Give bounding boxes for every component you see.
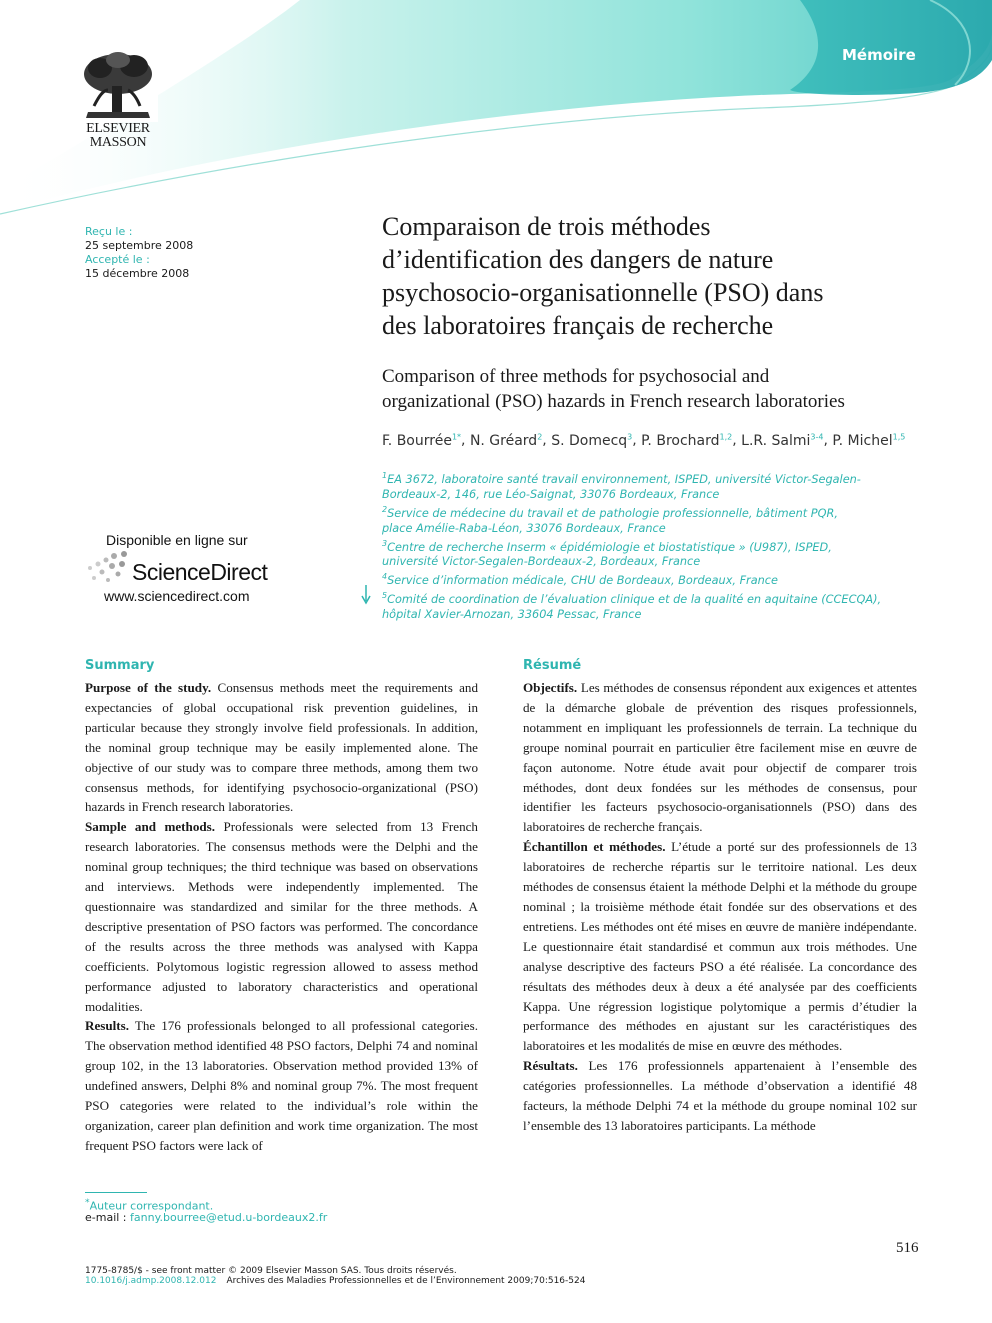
section-tag: Mémoire <box>842 46 916 64</box>
affiliation: $^3$Centre de recherche Inserm « épidémiologie et biostatistique » (U987), ISPED, université Victor-Segalen-Bordeaux-2, Bordeaux, France <box>382 538 832 569</box>
summary-paragraph: Purpose of the study. Consensus methods meet the requirements and expectancies of global occupational risk prevention guidelines, in particular because they strongly involve field professionals. In addition, the nominal group technique may be easily implemented alone. The objective of our study was to compare three methods, among them two consensus methods, for identifying psychosocio-organizational (PSO) hazards in French research laboratories. <box>85 680 478 815</box>
resume-paragraph: Échantillon et méthodes. L’étude a porté sur des professionnels de 13 laboratoires de recherche répartis sur le territoire national. Les deux méthodes de consensus étaient la méthode Delphi et la méthode du groupe nominal ; la troisième méthode était fondée sur des observations et des entretiens. Les méthodes ont été mises en œuvre de manière indépendante. Le questionnaire était standardisé et commun aux trois méthodes. Une analyse descriptive des facteurs PSO a été réalisée. La concordance des résultats des méthodes deux à deux a été analysée par des coefficients Kappa. Une régression logistique polytomique a permis d’étudier la performance des méthodes en ajustant sur les caractéristiques des laboratoires et les modalités de mise en œuvre des méthodes. <box>523 839 917 1054</box>
affiliation: $^4$Service d’information médicale, CHU de Bordeaux, Bordeaux, France <box>382 572 778 588</box>
affiliation: $^5$Comité de coordination de l’évaluation clinique et de la qualité en aquitaine (CCECQA), hôpital Xavier-Arnozan, 33604 Pessac, France <box>382 591 882 621</box>
corresponding-author-note: *Auteur correspondant. <box>85 1197 214 1213</box>
received-label: Reçu le : <box>85 225 133 238</box>
author: L.R. Salmi$^{3-4}$ <box>741 432 824 449</box>
author: P. Michel$^{1,5}$ <box>832 432 906 449</box>
summary-abstract <box>85 678 478 1158</box>
affiliation: $^2$Service de médecine du travail et de pathologie professionnelle, bâtiment PQR, place Amélie-Raba-Léon, 33076 Bordeaux, France <box>382 504 838 535</box>
title-french <box>382 210 942 342</box>
summary-heading: Summary <box>85 658 155 673</box>
title-fr-line: psychosocio-organisationnelle (PSO) dans <box>382 278 824 307</box>
author-list: F. Bourrée$^{1*}$, N. Gréard$^2$, S. Domecq$^3$, P. Brochard$^{1,2}$, L.R. Salmi$^{3-4}$, P. Michel$^{1,5}$ <box>382 432 906 449</box>
title-fr-line: Comparaison de trois méthodes <box>382 212 711 241</box>
accepted-label: Accepté le : <box>85 253 150 266</box>
resume-paragraph: Objectifs. Les méthodes de consensus répondent aux exigences et attentes de la démarche globale de prévention des risques professionnels, notamment en impliquant les professionnels de terrain. La technique du groupe nominal pourrait en particulier être facilement mise en œuvre de façon autonome. Notre étude avait pour objectif de comparer trois méthodes, dont deux fondées sur les méthodes de consensus, pour identifier les facteurs psychosocio-organisationnels (PSO) dans des laboratoires de recherche français. <box>523 680 917 835</box>
email-link[interactable]: fanny.bourree@etud.u-bordeaux2.fr <box>130 1211 328 1224</box>
author: P. Brochard$^{1,2}$ <box>641 432 733 449</box>
author: F. Bourrée$^{1*}$ <box>382 432 462 449</box>
sciencedirect-available-text: Disponible en ligne sur <box>106 532 248 548</box>
sciencedirect-url[interactable]: www.sciencedirect.com <box>104 588 250 604</box>
resume-abstract <box>523 678 917 1158</box>
summary-paragraph: Sample and methods. Professionals were selected from 13 French research laboratories. The consensus methods were the Delphi and the nominal group techniques; the third technique was based on observations and interviews. Methods were independently implemented. The questionnaire was standardized and similar for the three methods. A descriptive presentation of PSO factors was performed. The concordance of the results across the three methods was analysed with Kappa coefficients. Polytomous logistic regression allowed to assess method performance adjusted to laboratory characteristics and operational modalities. <box>85 819 478 1014</box>
copyright-line: 1775-8785/$ - see front matter © 2009 Elsevier Masson SAS. Tous droits réservés. <box>85 1266 457 1276</box>
author: N. Gréard$^2$ <box>469 432 543 449</box>
publisher-name-line1: ELSEVIER <box>86 121 150 136</box>
affiliation: $^1$EA 3672, laboratoire santé travail environnement, ISPED, université Victor-Segalen- Bordeaux-2, 146, rue Léo-Saignat, 33076 Bordeaux, France <box>382 471 861 501</box>
received-date: 25 septembre 2008 <box>85 239 194 252</box>
citation-line <box>85 1276 585 1286</box>
title-fr-line: d’identification des dangers de nature <box>382 245 774 274</box>
accepted-date: 15 décembre 2008 <box>85 267 190 280</box>
tree-logo-icon <box>78 50 158 122</box>
author: S. Domecq$^3$ <box>551 432 633 449</box>
title-en-line: organizational (PSO) hazards in French research laboratories <box>382 391 845 412</box>
resume-paragraph: Résultats. Les 176 professionnels appartenaient à l’ensemble des catégories professionnelles. La méthode d’observation a identifié 48 facteurs, la méthode Delphi 74 et la méthode du groupe nominal 102 sur l’ensemble des 13 laboratoires participants. La méthode <box>523 1058 917 1133</box>
title-english <box>382 364 942 414</box>
sciencedirect-brand: ScienceDirect <box>132 559 268 585</box>
page-number: 516 <box>896 1240 919 1256</box>
title-fr-line: des laboratoires français de recherche <box>382 311 774 340</box>
affiliation-list <box>382 468 942 622</box>
summary-paragraph: Results. The 176 professionals belonged to all professional categories. The observation method identified 48 PSO factors, Delphi 74 and nominal group 102, in the 13 laboratories. Observation method provided 13% of undefined answers, Delphi 8% and nominal group 7%. The most frequent PSO categories were related to the individual’s role within the organization, career plan definition and work time organization. The most frequent PSO factors were lack of <box>85 1018 478 1153</box>
publisher-name-line2: MASSON <box>89 135 147 150</box>
arrow-down-icon <box>360 585 372 605</box>
doi-link[interactable]: 10.1016/j.admp.2008.12.012 <box>85 1276 217 1286</box>
resume-heading: Résumé <box>523 658 582 673</box>
journal-citation: Archives des Maladies Professionnelles et de l’Environnement 2009;70:516-524 <box>226 1276 586 1286</box>
publisher-logo <box>78 50 158 150</box>
footnote-rule <box>85 1192 147 1193</box>
sciencedirect-dots-icon <box>84 550 132 586</box>
title-en-line: Comparison of three methods for psychosocial and <box>382 366 770 387</box>
author-email: e-mail : fanny.bourree@etud.u-bordeaux2.fr <box>85 1211 328 1224</box>
